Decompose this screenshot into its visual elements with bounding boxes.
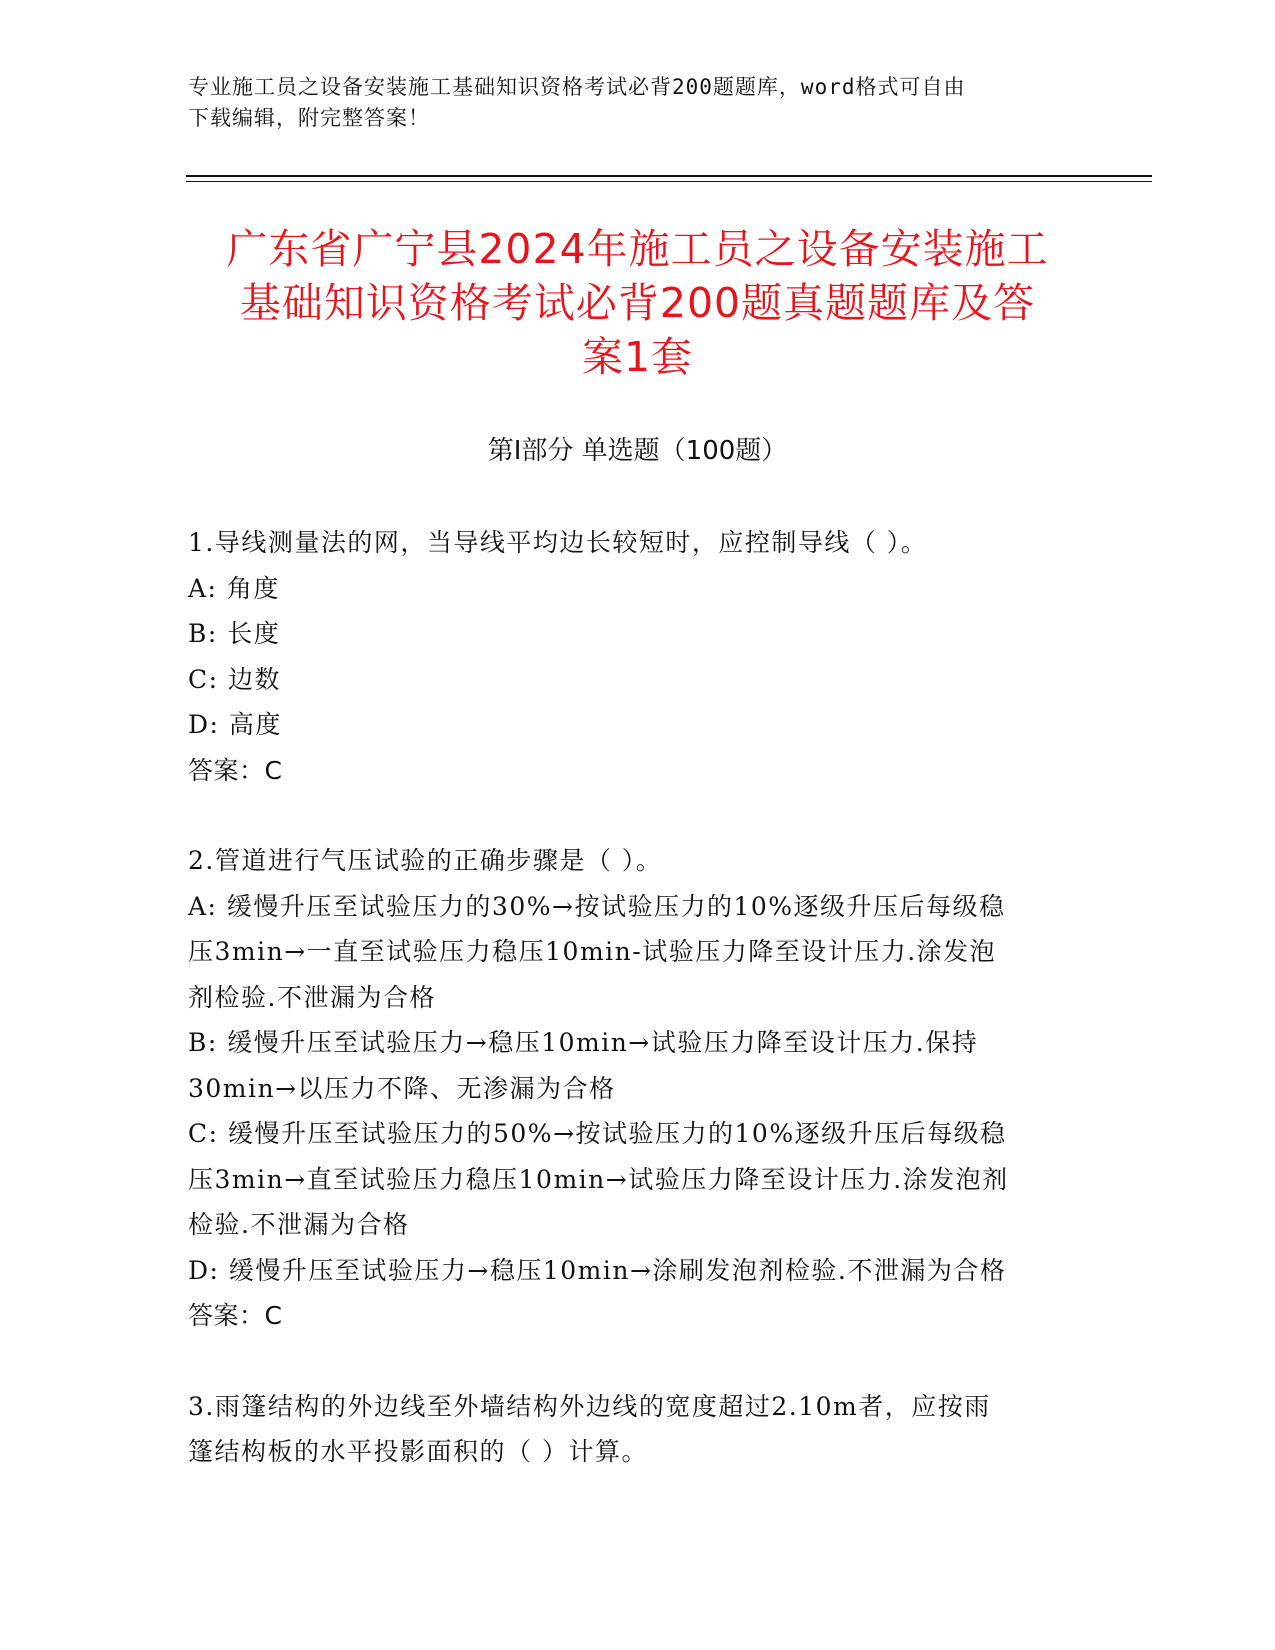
question-2-option-b-line-2: 30min→以压力不降、无渗漏为合格: [188, 1073, 616, 1103]
question-1-option-a: A: 角度: [188, 573, 280, 603]
question-1-option-b: B: 长度: [188, 619, 281, 648]
question-2-option-c-line-1: C: 缓慢升压至试验压力的50%→按试验压力的10%逐级升压后每级稳: [188, 1119, 1007, 1148]
question-3-stem-line-2: 篷结构板的水平投影面积的（ ）计算。: [188, 1437, 648, 1466]
document-title-line-3: 案1套: [581, 333, 694, 381]
document-title: [170, 222, 1105, 384]
question-2-option-d: D: 缓慢升压至试验压力→稳压10min→涂刷发泡剂检验.不泄漏为合格: [188, 1255, 1007, 1285]
question-2-answer: 答案：C: [188, 1301, 283, 1330]
question-1-answer: 答案：C: [188, 755, 283, 785]
question-3-stem-line-1: 3.雨篷结构的外边线至外墙结构外边线的宽度超过2.10m者，应按雨: [188, 1391, 991, 1421]
question-2-option-c-line-2: 压3min→直至试验压力稳压10min→试验压力降至设计压力.涂发泡剂: [188, 1164, 1009, 1194]
header-note-line-1: 专业施工员之设备安装施工基础知识资格考试必背200题题库，word格式可自由: [188, 75, 966, 99]
question-3: [188, 1384, 1088, 1475]
question-list: [188, 520, 1088, 1520]
question-2-option-a-line-2: 压3min→一直至试验压力稳压10min-试验压力降至设计压力.涂发泡: [188, 937, 997, 966]
question-2: [188, 838, 1088, 1339]
header-note-line-2: 下载编辑，附完整答案！: [188, 106, 430, 130]
header-divider-thick: [186, 175, 1152, 177]
question-2-option-a-line-3: 剂检验.不泄漏为合格: [188, 982, 436, 1012]
question-2-option-b-line-1: B: 缓慢升压至试验压力→稳压10min→试验压力降至设计压力.保持: [188, 1028, 979, 1057]
header-note: [188, 72, 1068, 134]
section-heading: 第Ⅰ部分 单选题（100题）: [487, 436, 788, 466]
document-title-line-2: 基础知识资格考试必背200题真题题库及答: [239, 279, 1036, 327]
question-1: [188, 520, 1088, 793]
document-title-line-1: 广东省广宁县2024年施工员之设备安装施工: [226, 225, 1049, 273]
question-2-stem: 2.管道进行气压试验的正确步骤是（ ）。: [188, 846, 663, 875]
question-2-option-a-line-1: A: 缓慢升压至试验压力的30%→按试验压力的10%逐级升压后每级稳: [188, 891, 1006, 921]
question-2-option-c-line-3: 检验.不泄漏为合格: [188, 1210, 410, 1239]
question-1-option-c: C: 边数: [188, 664, 281, 694]
question-1-option-d: D: 高度: [188, 710, 282, 739]
header-divider-thin: [186, 181, 1152, 182]
question-1-stem: 1.导线测量法的网，当导线平均边长较短时，应控制导线（ ）。: [188, 528, 928, 557]
